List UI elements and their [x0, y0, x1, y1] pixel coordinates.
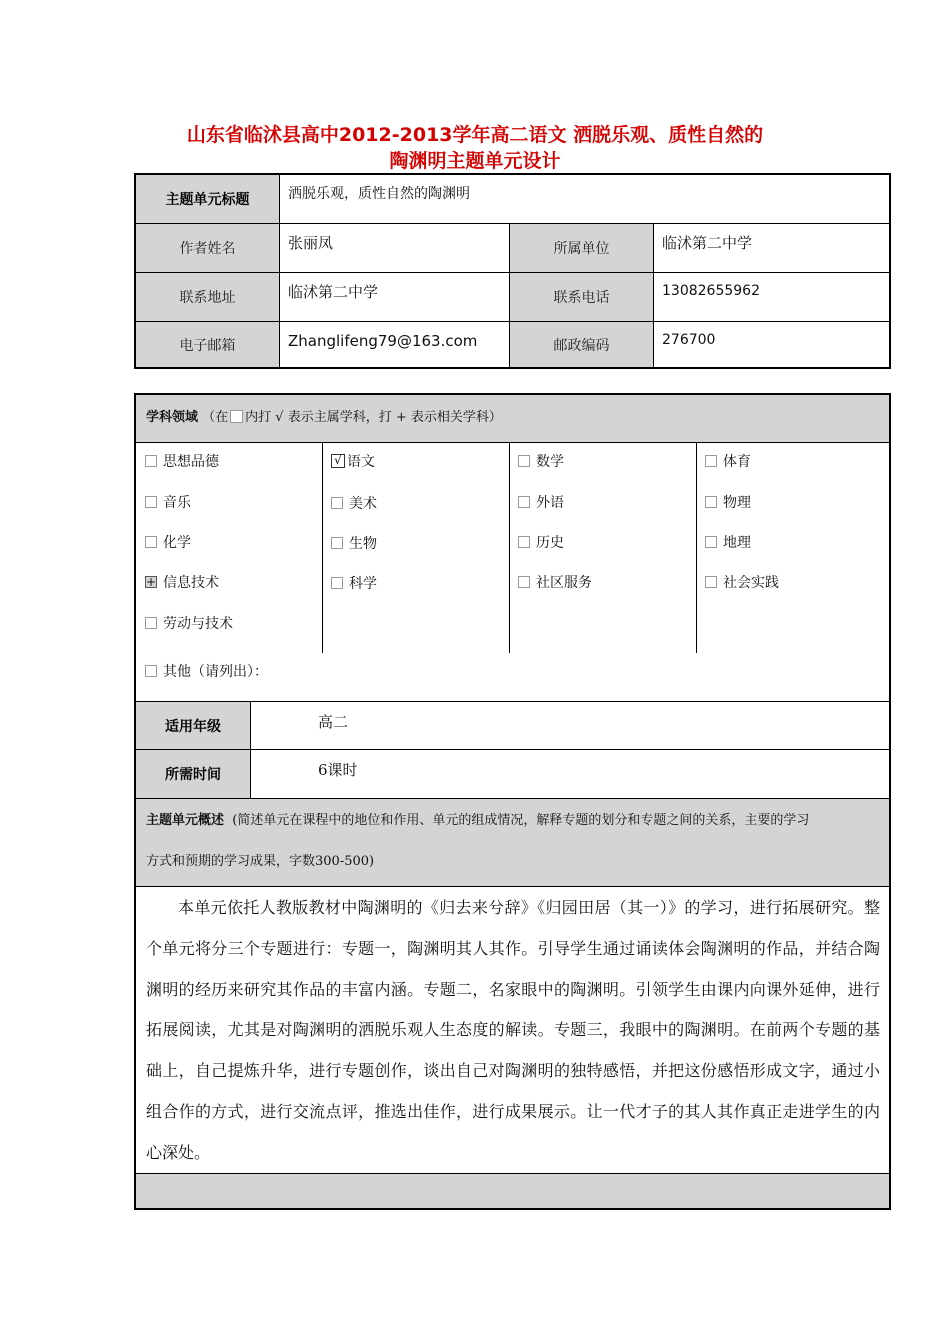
subject-item[interactable]	[331, 451, 375, 471]
subject-label: 生物	[349, 536, 377, 552]
table-rule	[136, 886, 889, 887]
checkbox-icon[interactable]	[705, 455, 717, 467]
author-value: 张丽凤	[288, 234, 334, 252]
subject-item[interactable]	[705, 532, 751, 552]
subject-item[interactable]	[145, 492, 191, 512]
subject-label: 社区服务	[536, 575, 592, 591]
postcode-label: 邮政编码	[510, 322, 653, 367]
subject-label: 科学	[349, 576, 377, 592]
checkbox-icon[interactable]	[705, 496, 717, 508]
subject-item[interactable]	[518, 572, 592, 592]
subject-item[interactable]	[518, 492, 564, 512]
subject-label: 历史	[536, 535, 564, 551]
checkbox-icon[interactable]	[331, 577, 343, 589]
subject-item[interactable]	[331, 533, 377, 553]
postcode-value: 276700	[662, 332, 716, 348]
subject-item[interactable]	[518, 451, 564, 471]
subject-column-divider	[696, 443, 697, 653]
checkbox-sample-icon	[230, 410, 243, 423]
subject-label: 化学	[163, 535, 191, 551]
subject-heading	[146, 406, 502, 425]
overview-title: 主题单元概述	[146, 813, 225, 828]
phone-label: 联系电话	[510, 273, 653, 321]
table-rule	[509, 224, 510, 367]
design-table	[134, 393, 891, 1210]
email-value: Zhanglifeng79@163.com	[288, 332, 478, 350]
subject-label: 体育	[723, 454, 751, 470]
subject-item[interactable]	[518, 532, 564, 552]
checkbox-icon[interactable]	[331, 497, 343, 509]
subject-label: 数学	[536, 454, 564, 470]
checkbox-icon[interactable]	[145, 496, 157, 508]
checkbox-icon[interactable]	[331, 537, 343, 549]
subject-item[interactable]	[145, 572, 219, 592]
plus-checkbox-icon[interactable]: +	[146, 575, 157, 589]
subject-label: 劳动与技术	[163, 616, 233, 632]
document-title-line2: 陶渊明主题单元设计	[389, 150, 561, 172]
checkbox-icon[interactable]	[145, 617, 157, 629]
address-label: 联系地址	[136, 273, 279, 321]
subject-label: 外语	[536, 495, 564, 511]
subject-item[interactable]	[145, 532, 191, 552]
checkbox-icon[interactable]	[518, 536, 530, 548]
checkbox-icon[interactable]	[145, 536, 157, 548]
email-label: 电子邮箱	[136, 322, 279, 367]
table-rule	[136, 442, 889, 443]
subject-label: 语文	[347, 454, 375, 470]
duration-label: 所需时间	[136, 750, 250, 798]
subject-heading-row	[136, 395, 889, 442]
address-value: 临沭第二中学	[288, 283, 379, 301]
topic-value: 洒脱乐观，质性自然的陶渊明	[288, 186, 470, 202]
table-rule	[136, 321, 889, 322]
checkbox-icon[interactable]	[518, 455, 530, 467]
subject-label: 思想品德	[163, 454, 219, 470]
overview-heading-row	[136, 799, 889, 886]
grade-label: 适用年级	[136, 702, 250, 749]
phone-value: 13082655962	[662, 283, 760, 299]
overview-heading	[146, 809, 881, 828]
table-rule	[279, 175, 280, 367]
overview-body: 本单元依托人教版教材中陶渊明的《归去来兮辞》《归园田居（其一）》的学习，进行拓展研究。整个单元将分三个专题进行：专题一，陶渊明其人其作。引导学生通过诵读体会陶渊明的作品，并结合陶渊明的经历来研究其作品的丰富内涵。专题二，名家眼中的陶渊明。引领学生由课内向课外延伸，进行拓展阅读，尤其是对陶渊明的洒脱乐观人生态度的解读。专题三，我眼中的陶渊明。在前两个专题的基础上，自己提炼升华，进行专题创作，谈出自己对陶渊明的独特感悟，并把这份感悟形成文字，通过小组合作的方式，进行交流点评，推选出佳作，进行成果展示。让一代才子的其人其作真正走进学生的内心深处。	[146, 898, 880, 1162]
subject-column-divider	[509, 443, 510, 653]
subject-item[interactable]	[145, 613, 233, 633]
table-rule	[250, 702, 251, 798]
subject-item[interactable]	[331, 573, 377, 593]
duration-value: 6课时	[318, 761, 358, 779]
subject-label: 美术	[349, 496, 377, 512]
subject-label: 物理	[723, 495, 751, 511]
subject-label: 地理	[723, 535, 751, 551]
subject-other-label: 其他（请列出）：	[163, 664, 268, 680]
checkbox-icon[interactable]	[705, 576, 717, 588]
table-rule	[653, 224, 654, 367]
author-label: 作者姓名	[136, 224, 279, 272]
subject-label: 音乐	[163, 495, 191, 511]
empty-gray-row	[136, 1174, 889, 1208]
subject-item[interactable]	[145, 451, 219, 471]
table-rule	[136, 223, 889, 224]
subject-column-divider	[322, 443, 323, 653]
subject-hint-post: 内打 √ 表示主属学科，打 + 表示相关学科）	[245, 410, 502, 425]
table-rule	[136, 272, 889, 273]
subject-other-item[interactable]	[145, 661, 268, 681]
checkbox-icon[interactable]	[145, 665, 157, 677]
overview-hint-line1: (简述单元在课程中的地位和作用、单元的组成情况，解释专题的划分和专题之间的关系，主要的学习	[232, 813, 810, 828]
unit-label: 所属单位	[510, 224, 653, 272]
unit-value: 临沭第二中学	[662, 234, 753, 252]
subject-label: 信息技术	[163, 575, 219, 591]
document-title-line1: 山东省临沭县高中2012-2013学年高二语文 洒脱乐观、质性自然的	[186, 124, 764, 146]
subject-hint-pre: （在	[202, 410, 229, 425]
topic-label: 主题单元标题	[136, 175, 279, 223]
checkbox-icon[interactable]	[145, 455, 157, 467]
subject-label: 社会实践	[723, 575, 779, 591]
subject-item[interactable]	[331, 493, 377, 513]
grade-value: 高二	[318, 713, 349, 731]
subject-item[interactable]	[705, 492, 751, 512]
subject-item[interactable]	[705, 572, 779, 592]
subject-heading-title: 学科领域	[146, 410, 199, 425]
checkbox-icon[interactable]	[705, 536, 717, 548]
checkbox-icon[interactable]	[518, 496, 530, 508]
tick-checkbox-icon[interactable]: √	[331, 454, 345, 468]
checkbox-icon[interactable]	[518, 576, 530, 588]
info-table	[134, 173, 891, 369]
subject-item[interactable]	[705, 451, 751, 471]
overview-hint-line2: 方式和预期的学习成果，字数300-500)	[146, 854, 375, 869]
